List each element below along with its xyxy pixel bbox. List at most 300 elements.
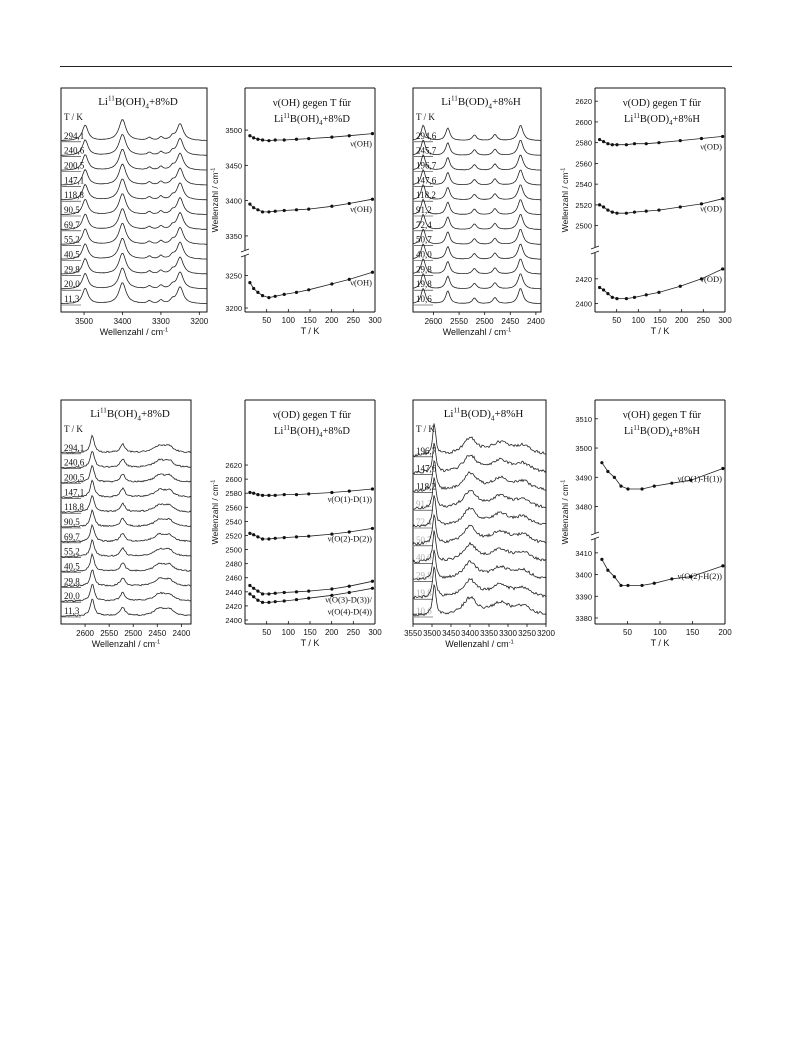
x-axis-label: Wellenzahl / $cm^{-1}$	[445, 639, 514, 649]
data-point	[256, 493, 259, 496]
x-tick-label: 200	[324, 316, 339, 325]
data-point	[267, 601, 270, 604]
x-tick-label: 2500	[124, 629, 143, 638]
y-tick-label: 2420	[225, 601, 242, 611]
data-point	[606, 142, 609, 145]
y-tick-label: 2400	[575, 299, 592, 309]
y-tick-label: 2620	[575, 97, 592, 107]
data-point	[330, 205, 333, 208]
series-header: T / K	[416, 424, 435, 434]
data-point	[600, 558, 603, 561]
data-point	[295, 208, 298, 211]
data-point	[371, 587, 374, 590]
data-point	[611, 296, 614, 299]
plot-title-line: ν(OH) gegen T für	[622, 410, 702, 421]
temperature-label: 294,1	[64, 130, 85, 141]
temperature-label: 240,6	[64, 457, 85, 468]
spectrum-title: $Li^{11}B(OH)_4+8\%D$	[98, 94, 178, 111]
plot-bc-chart	[210, 400, 382, 648]
data-point	[633, 296, 636, 299]
temperature-label: 147,6	[416, 463, 437, 474]
data-point	[274, 537, 277, 540]
x-tick-label: 200	[674, 316, 689, 325]
temperature-label: 29,8	[416, 264, 432, 275]
data-point	[670, 577, 673, 580]
temperature-label: 50,7	[416, 534, 432, 545]
data-point	[256, 599, 259, 602]
temperature-label: 147,1	[64, 487, 85, 498]
x-axis-label: T / K	[300, 326, 320, 336]
series-label: ν(O(2)-D(2))	[327, 533, 372, 544]
y-tick-label: 2500	[575, 221, 592, 231]
data-point	[267, 592, 270, 595]
plot-br-chart	[560, 400, 732, 648]
spec-bl-chart	[61, 400, 191, 649]
data-point	[679, 205, 682, 208]
data-point	[295, 138, 298, 141]
x-tick-label: 100	[281, 316, 296, 325]
data-point	[295, 590, 298, 593]
x-tick-label: 3500	[423, 629, 441, 638]
data-point	[274, 592, 277, 595]
x-tick-label: 3400	[461, 629, 479, 638]
data-point	[598, 203, 601, 206]
temperature-label: 90,5	[64, 517, 80, 527]
spec-bc-chart	[404, 400, 555, 649]
data-point	[256, 138, 259, 141]
data-point	[283, 293, 286, 296]
temperature-label: 196,7	[416, 160, 437, 171]
data-point	[602, 288, 605, 291]
data-point	[261, 601, 264, 604]
y-axis-label: Wellenzahl / $cm^{-1}$	[560, 479, 570, 545]
plot-tr2-chart	[560, 88, 732, 336]
data-point	[598, 138, 601, 141]
series-header: T / K	[416, 112, 435, 122]
x-tick-label: 2550	[450, 317, 468, 326]
x-tick-label: 2600	[76, 629, 94, 638]
x-axis-label: T / K	[650, 638, 670, 648]
x-tick-label: 50	[262, 628, 272, 637]
series-label: ν(O(4)-D(4))	[327, 606, 372, 617]
data-point	[670, 482, 673, 485]
data-point	[348, 134, 351, 137]
data-point	[348, 585, 351, 588]
x-tick-label: 150	[653, 316, 667, 325]
data-point	[283, 138, 286, 141]
data-point	[721, 135, 724, 138]
data-point	[371, 487, 374, 490]
data-point	[611, 211, 614, 214]
data-point	[633, 211, 636, 214]
y-tick-label: 3500	[225, 126, 242, 136]
data-point	[615, 212, 618, 215]
data-point	[252, 136, 255, 139]
data-point	[283, 536, 286, 539]
y-tick-label: 2580	[225, 489, 242, 499]
data-point	[256, 291, 259, 294]
data-point	[640, 584, 643, 587]
y-tick-label: 3500	[575, 444, 592, 454]
series-label: ν(OH)	[350, 138, 372, 149]
x-tick-label: 3450	[442, 629, 460, 638]
x-tick-label: 50	[623, 628, 632, 637]
data-point	[645, 293, 648, 296]
data-point	[307, 597, 310, 600]
data-point	[252, 533, 255, 536]
data-point	[283, 209, 286, 212]
data-point	[267, 210, 270, 213]
data-point	[721, 267, 724, 270]
y-tick-label: 2440	[225, 587, 242, 597]
data-point	[606, 569, 609, 572]
series-label: ν(O(3)-D(3))/	[325, 594, 372, 605]
data-point	[625, 212, 628, 215]
y-tick-label: 2540	[575, 180, 592, 190]
temperature-label: 147,6	[416, 175, 437, 186]
x-tick-label: 3200	[537, 629, 555, 638]
data-point	[657, 208, 660, 211]
x-tick-label: 300	[368, 316, 382, 325]
data-point	[598, 286, 601, 289]
spectrum-title: $Li^{11}B(OD)_4+8\%H$	[443, 406, 524, 423]
y-tick-label: 2400	[225, 616, 242, 625]
data-point	[307, 590, 310, 593]
data-point	[700, 137, 703, 140]
data-point	[615, 297, 618, 300]
data-point	[307, 492, 310, 495]
x-tick-label: 2450	[501, 317, 520, 326]
data-point	[295, 535, 298, 538]
data-point	[274, 295, 277, 298]
plot-title-line: ν(OH) gegen T für	[272, 98, 352, 109]
plot-title-line: $Li^{11}B(OD)_4+8\%H$	[624, 424, 700, 440]
data-point	[307, 137, 310, 140]
x-tick-label: 2400	[172, 629, 191, 638]
y-tick-label: 2600	[225, 475, 242, 485]
series-label: ν(O(1)-D(1))	[327, 493, 372, 504]
temperature-label: 69,7	[64, 219, 80, 230]
temperature-label: 118,2	[416, 481, 436, 492]
temperature-label: 20,0	[64, 279, 80, 290]
x-tick-label: 300	[718, 316, 732, 325]
x-tick-label: 250	[346, 628, 361, 637]
y-tick-label: 3450	[225, 161, 242, 171]
data-point	[602, 140, 605, 143]
plot-title-line: $Li^{11}B(OH)_4+8\%D$	[274, 112, 350, 128]
y-tick-label: 3400	[575, 570, 592, 580]
x-axis-label: Wellenzahl / $cm^{-1}$	[99, 327, 169, 337]
x-tick-label: 50	[612, 316, 622, 325]
data-point	[295, 291, 298, 294]
y-tick-label: 3410	[575, 548, 592, 558]
data-point	[274, 600, 277, 603]
y-tick-label: 2420	[575, 274, 592, 284]
y-tick-label: 3250	[225, 271, 242, 281]
temperature-label: 29,8	[64, 576, 80, 587]
temperature-label: 147,1	[64, 175, 85, 186]
y-tick-label: 2560	[575, 159, 592, 169]
spectrum-title: $Li^{11}B(OH)_4+8\%D$	[90, 406, 170, 423]
temperature-label: 40,5	[64, 561, 80, 572]
y-tick-label: 3380	[575, 614, 592, 623]
y-tick-label: 2540	[225, 517, 242, 527]
y-tick-label: 2620	[225, 461, 242, 471]
y-tick-label: 2560	[225, 503, 242, 513]
spec-tc-chart	[413, 88, 545, 337]
data-point	[261, 592, 264, 595]
data-point	[267, 296, 270, 299]
data-point	[721, 564, 724, 567]
data-point	[653, 582, 656, 585]
data-point	[645, 142, 648, 145]
temperature-label: 11,3	[64, 294, 80, 304]
temperature-label: 245,7	[416, 145, 437, 156]
temperature-label: 11,3	[64, 606, 80, 616]
x-tick-label: 2550	[100, 629, 119, 638]
x-tick-label: 200	[324, 628, 339, 637]
temperature-label: 20,0	[64, 591, 80, 602]
x-tick-label: 100	[281, 628, 296, 637]
x-tick-label: 100	[653, 628, 667, 637]
temperature-label: 19,8	[416, 279, 432, 290]
temperature-label: 40,5	[64, 249, 80, 260]
data-point	[252, 492, 255, 495]
data-point	[295, 598, 298, 601]
x-tick-label: 300	[368, 628, 382, 637]
series-label: ν(OH)	[350, 204, 372, 215]
x-axis-label: Wellenzahl / $cm^{-1}$	[442, 327, 512, 337]
data-point	[256, 590, 259, 593]
x-tick-label: 50	[262, 316, 272, 325]
temperature-label: 294,6	[416, 130, 437, 141]
data-point	[679, 285, 682, 288]
data-point	[330, 136, 333, 139]
temperature-label: 50,7	[416, 234, 432, 245]
x-tick-label: 3550	[404, 629, 422, 638]
series-label: ν(O(2)-H(2))	[677, 570, 722, 581]
temperature-label: 40,0	[416, 552, 432, 563]
y-tick-label: 2600	[575, 117, 592, 127]
data-point	[248, 584, 251, 587]
y-tick-label: 2520	[225, 531, 242, 541]
data-point	[611, 143, 614, 146]
data-point	[248, 134, 251, 137]
x-axis-label: T / K	[650, 326, 670, 336]
plot-title-line: ν(OD) gegen T für	[272, 410, 352, 421]
y-axis-label: Wellenzahl / $cm^{-1}$	[210, 167, 220, 233]
data-point	[371, 580, 374, 583]
data-point	[252, 587, 255, 590]
series-label: ν(OD)	[700, 273, 722, 284]
x-tick-label: 100	[631, 316, 646, 325]
x-tick-label: 3300	[499, 629, 517, 638]
y-tick-label: 3390	[575, 592, 592, 602]
data-point	[625, 297, 628, 300]
x-tick-label: 3500	[75, 317, 93, 326]
temperature-label: 19,8	[416, 588, 432, 599]
data-point	[274, 494, 277, 497]
y-axis-label: Wellenzahl / $cm^{-1}$	[560, 167, 570, 233]
series-label: ν(OD)	[700, 141, 722, 152]
y-tick-label: 3510	[575, 414, 592, 424]
data-point	[307, 535, 310, 538]
temperature-label: 40,0	[416, 249, 432, 260]
temperature-label: 69,7	[64, 531, 80, 542]
temperature-label: 200,5	[64, 160, 85, 171]
temperature-label: 240,6	[64, 145, 85, 156]
x-tick-label: 2500	[475, 317, 494, 326]
data-point	[371, 132, 374, 135]
temperature-label: 118,8	[64, 190, 84, 201]
data-point	[330, 587, 333, 590]
y-tick-label: 3400	[225, 196, 242, 206]
x-tick-label: 250	[346, 316, 361, 325]
data-point	[721, 467, 724, 470]
data-point	[261, 294, 264, 297]
data-point	[348, 490, 351, 493]
series-label: ν(O(1)-H(1))	[677, 473, 722, 484]
x-tick-label: 3300	[151, 317, 170, 326]
temperature-label: 29,8	[64, 264, 80, 275]
data-point	[657, 291, 660, 294]
data-point	[679, 139, 682, 142]
spec-tl-chart	[61, 88, 209, 337]
data-point	[600, 461, 603, 464]
x-tick-label: 150	[303, 628, 317, 637]
data-point	[252, 206, 255, 209]
y-tick-label: 2520	[575, 200, 592, 210]
data-point	[619, 484, 622, 487]
temperature-label: 196,7	[416, 445, 437, 456]
data-point	[283, 599, 286, 602]
data-point	[606, 208, 609, 211]
data-point	[640, 487, 643, 490]
data-point	[248, 203, 251, 206]
x-tick-label: 3200	[190, 317, 209, 326]
data-point	[602, 205, 605, 208]
temperature-label: 55,2	[64, 546, 80, 557]
y-tick-label: 3490	[575, 473, 592, 483]
plot-title-line: ν(OD) gegen T für	[622, 98, 702, 109]
data-point	[248, 532, 251, 535]
data-point	[274, 138, 277, 141]
temperature-label: 91,2	[416, 499, 432, 510]
data-point	[330, 282, 333, 285]
y-tick-label: 3200	[225, 304, 242, 313]
data-point	[283, 493, 286, 496]
temperature-label: 10,6	[416, 606, 432, 616]
data-point	[267, 139, 270, 142]
data-point	[256, 535, 259, 538]
data-point	[267, 494, 270, 497]
data-point	[307, 207, 310, 210]
data-point	[307, 288, 310, 291]
y-tick-label: 2580	[575, 138, 592, 148]
temperature-label: 10,6	[416, 294, 432, 304]
data-point	[645, 210, 648, 213]
data-point	[615, 143, 618, 146]
x-tick-label: 250	[696, 316, 711, 325]
x-tick-label: 3250	[518, 629, 536, 638]
temperature-label: 118,2	[416, 190, 436, 201]
data-point	[248, 281, 251, 284]
y-tick-label: 3480	[575, 502, 592, 512]
data-point	[657, 141, 660, 144]
series-header: T / K	[64, 424, 83, 434]
data-point	[613, 476, 616, 479]
x-tick-label: 2450	[148, 629, 167, 638]
data-point	[625, 143, 628, 146]
data-point	[256, 208, 259, 211]
x-tick-label: 150	[303, 316, 317, 325]
data-point	[626, 584, 629, 587]
temperature-label: 55,2	[64, 234, 80, 245]
series-label: ν(OH)	[350, 277, 372, 288]
plot-title-line: $Li^{11}B(OD)_4+8\%H$	[624, 112, 700, 128]
data-point	[371, 527, 374, 530]
data-point	[261, 537, 264, 540]
data-point	[283, 591, 286, 594]
data-point	[371, 198, 374, 201]
x-tick-label: 2600	[424, 317, 443, 326]
data-point	[295, 493, 298, 496]
data-point	[613, 575, 616, 578]
temperature-label: 91,2	[416, 205, 432, 215]
data-point	[248, 491, 251, 494]
x-axis-label: Wellenzahl / $cm^{-1}$	[91, 639, 161, 649]
y-axis-label: Wellenzahl / $cm^{-1}$	[210, 479, 220, 545]
data-point	[248, 592, 251, 595]
data-point	[274, 210, 277, 213]
temperature-label: 72,4	[416, 219, 432, 230]
y-tick-label: 2460	[225, 573, 242, 583]
temperature-label: 118,8	[64, 502, 84, 513]
x-tick-label: 3350	[480, 629, 498, 638]
data-point	[606, 292, 609, 295]
data-point	[371, 271, 374, 274]
plot-title-line: $Li^{11}B(OH)_4+8\%D$	[274, 424, 350, 440]
data-point	[626, 487, 629, 490]
x-tick-label: 200	[718, 628, 732, 637]
x-tick-label: 2400	[526, 317, 545, 326]
series-header: T / K	[64, 112, 83, 122]
data-point	[261, 138, 264, 141]
data-point	[721, 197, 724, 200]
data-point	[267, 537, 270, 540]
y-tick-label: 2480	[225, 559, 242, 569]
temperature-label: 29,8	[416, 570, 432, 581]
x-axis-label: T / K	[300, 638, 320, 648]
data-point	[261, 210, 264, 213]
x-tick-label: 3400	[113, 317, 132, 326]
data-point	[633, 142, 636, 145]
data-point	[261, 494, 264, 497]
data-point	[606, 470, 609, 473]
temperature-label: 294,1	[64, 442, 85, 453]
plot-tr1-chart	[210, 88, 382, 336]
temperature-label: 90,5	[64, 205, 80, 215]
temperature-label: 72,4	[416, 517, 432, 527]
spectrum-title: $Li^{11}B(OD)_4+8\%H$	[441, 94, 521, 111]
y-tick-label: 3350	[225, 231, 242, 241]
y-tick-label: 2500	[225, 545, 242, 555]
data-point	[653, 484, 656, 487]
temperature-label: 200,5	[64, 472, 85, 483]
data-point	[252, 595, 255, 598]
data-point	[252, 287, 255, 290]
x-tick-label: 150	[685, 628, 700, 637]
